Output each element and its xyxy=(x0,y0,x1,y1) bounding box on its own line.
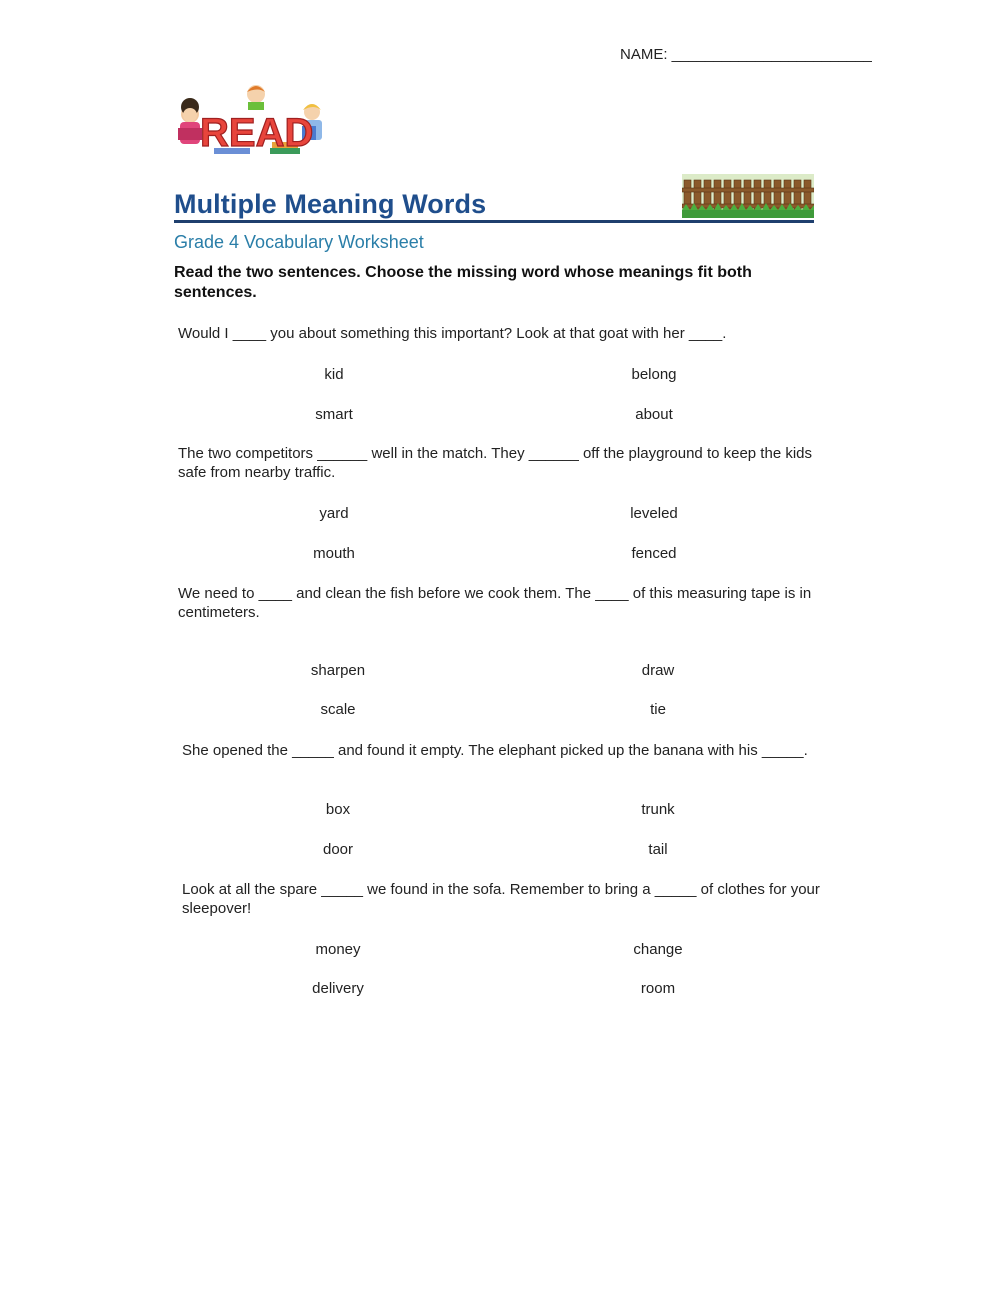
svg-text:READ: READ xyxy=(200,111,314,155)
question-1-option-2[interactable]: belong xyxy=(631,366,677,383)
question-3-option-1[interactable]: sharpen xyxy=(310,662,366,679)
question-4-option-4[interactable]: tail xyxy=(648,841,668,858)
question-2-sentence: The two competitors ______ well in the match. They ______ off the playground to keep the kids safe from nearby traffic. xyxy=(178,445,813,481)
question-5-option-1[interactable]: money xyxy=(315,941,361,958)
read-logo xyxy=(174,82,330,162)
page-title: Multiple Meaning Words xyxy=(174,189,487,219)
question-2-option-1[interactable]: yard xyxy=(319,505,349,522)
question-3-option-2[interactable]: draw xyxy=(641,662,675,679)
question-2-option-4[interactable]: fenced xyxy=(631,545,677,562)
title-divider xyxy=(174,220,814,223)
question-2-option-3[interactable]: mouth xyxy=(313,545,355,562)
fence-image xyxy=(682,174,814,218)
question-3-option-3[interactable]: scale xyxy=(320,701,356,718)
question-4-sentence: She opened the _____ and found it empty. The elephant picked up the banana with his _____. xyxy=(182,742,808,759)
question-5-sentence: Look at all the spare _____ we found in the sofa. Remember to bring a _____ of clothes for your sleepover! xyxy=(182,881,820,917)
question-3-option-4[interactable]: tie xyxy=(650,701,666,718)
question-2-option-2[interactable]: leveled xyxy=(630,505,678,522)
question-4-option-3[interactable]: door xyxy=(322,841,354,858)
instructions: Read the two sentences. Choose the missing word whose meanings fit both sentences. xyxy=(174,264,752,301)
page-subtitle: Grade 4 Vocabulary Worksheet xyxy=(174,232,424,252)
question-5-option-2[interactable]: change xyxy=(633,941,683,958)
question-1-option-1[interactable]: kid xyxy=(324,366,344,383)
question-4-option-1[interactable]: box xyxy=(325,801,351,818)
name-field-label: NAME: ________________________ xyxy=(620,46,872,63)
question-1-option-4[interactable]: about xyxy=(635,406,673,423)
question-4-option-2[interactable]: trunk xyxy=(641,801,675,818)
question-1-sentence: Would I ____ you about something this important? Look at that goat with her ____. xyxy=(178,325,727,342)
question-1-option-3[interactable]: smart xyxy=(315,406,353,423)
question-5-option-4[interactable]: room xyxy=(640,980,676,997)
question-3-sentence: We need to ____ and clean the fish before we cook them. The ____ of this measuring tape is in centimeters. xyxy=(178,585,812,621)
question-5-option-3[interactable]: delivery xyxy=(312,980,364,997)
